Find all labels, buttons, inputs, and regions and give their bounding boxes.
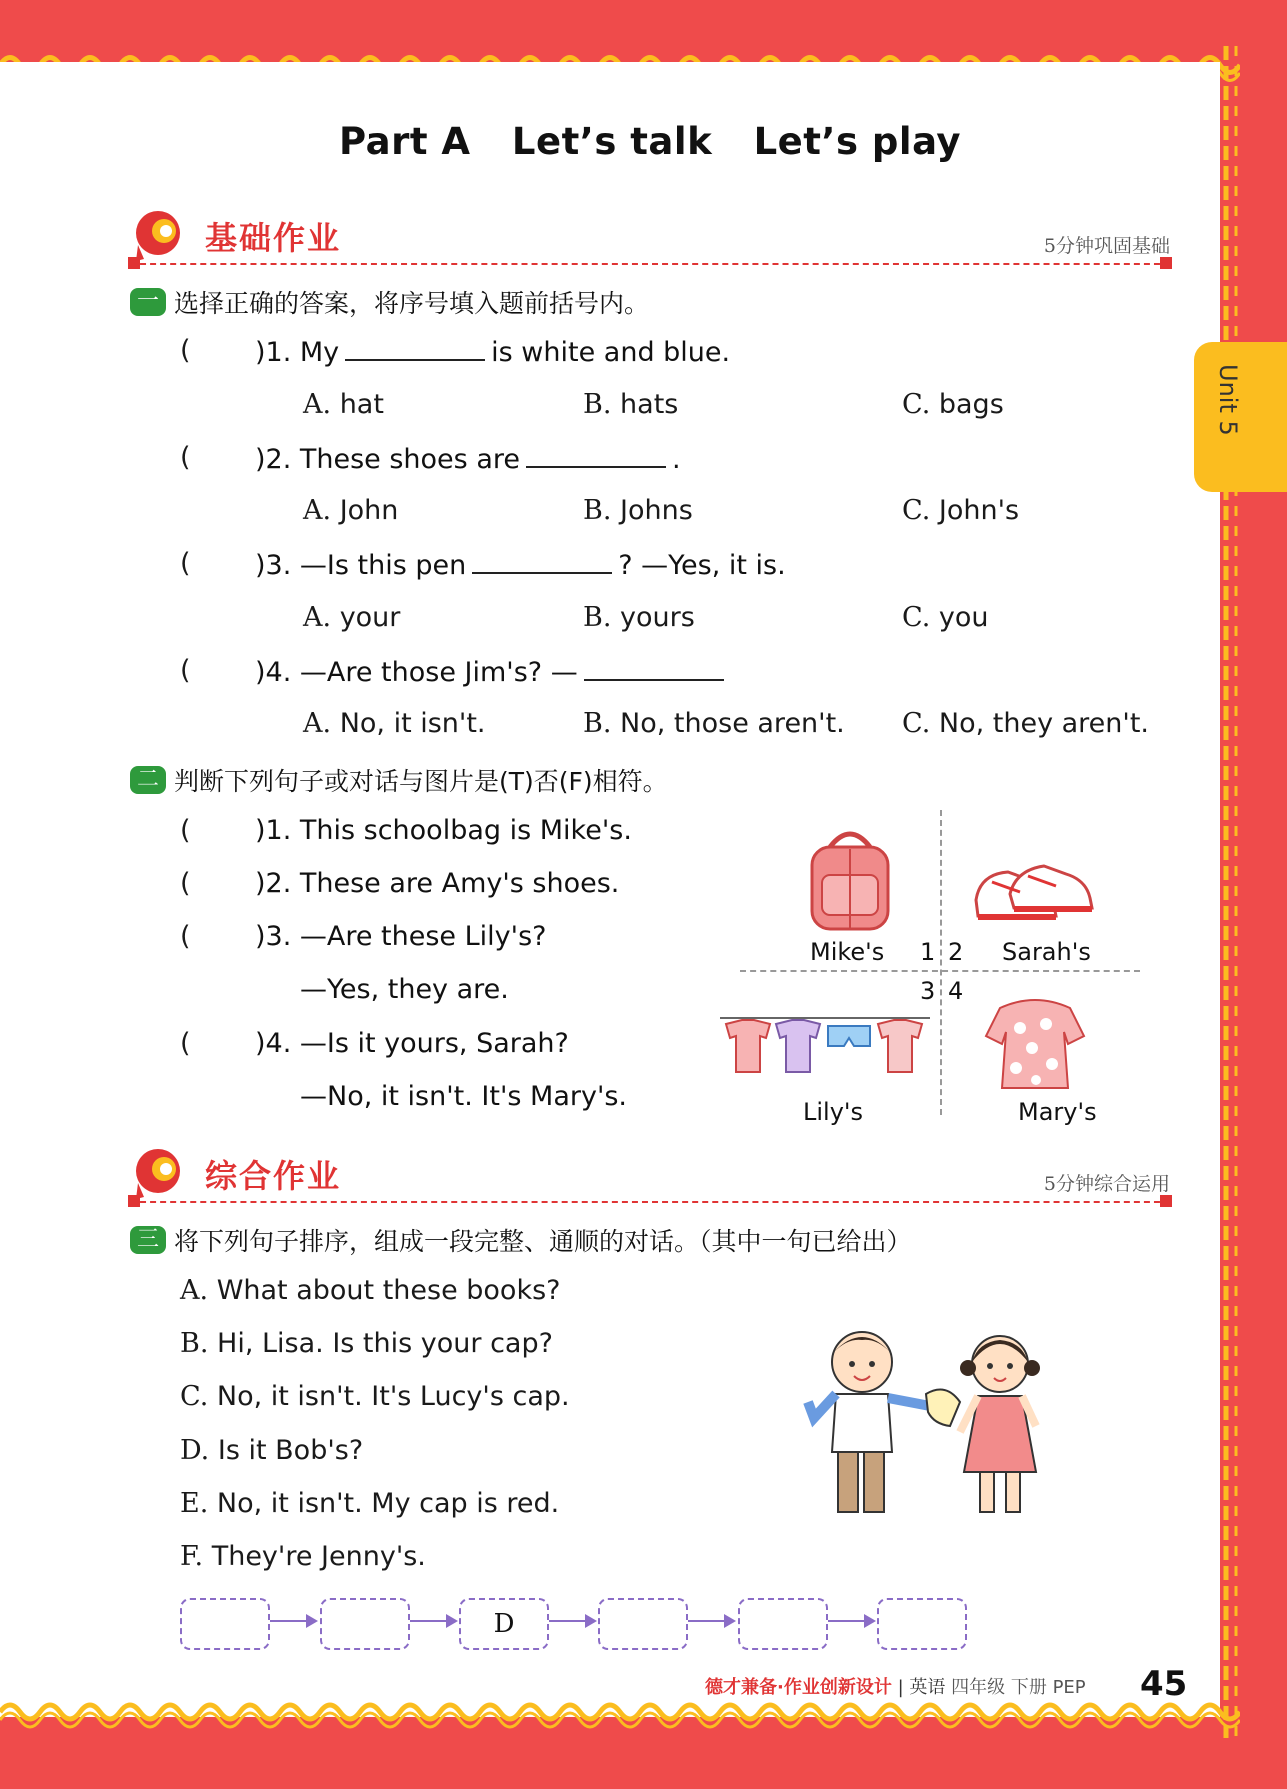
option-a[interactable]: A. John xyxy=(303,495,399,526)
q1-item-4 xyxy=(255,655,730,688)
q1-item-text: )1. My xyxy=(255,337,340,368)
answer-bracket[interactable]: ( xyxy=(180,1028,191,1059)
arrow-icon xyxy=(270,1620,316,1622)
unit-tab-label: Unit 5 xyxy=(1214,364,1242,436)
answer-bracket[interactable]: ( xyxy=(180,335,191,366)
question-badge: 二 xyxy=(130,766,166,794)
wavy-border-right xyxy=(1212,46,1252,1738)
q1-item-3 xyxy=(255,548,786,581)
sentence-c: C. No, it isn't. It's Lucy's cap. xyxy=(180,1381,570,1412)
title-play: Let’s play xyxy=(753,120,962,163)
dress-picture xyxy=(980,988,1090,1098)
label-lily: Lily's xyxy=(803,1098,864,1126)
question-badge: 三 xyxy=(130,1226,166,1254)
divider-end-left xyxy=(128,1195,140,1207)
q1-item-text: )3. —Is this pen xyxy=(255,550,467,581)
order-box-1[interactable] xyxy=(180,1598,270,1650)
q2-item-4-reply: —No, it isn't. It's Mary's. xyxy=(300,1081,628,1112)
option-a[interactable]: A. No, it isn't. xyxy=(303,708,486,739)
order-box-3: D xyxy=(459,1598,549,1650)
footer-grade: 四年级 下册 PEP xyxy=(951,1677,1086,1698)
q1-item-1 xyxy=(255,335,730,368)
answer-bracket[interactable]: ( xyxy=(180,442,191,473)
q1-item-text-end: is white and blue. xyxy=(491,337,731,368)
q1-item-2 xyxy=(255,442,681,475)
footer-brand: 德才兼备·作业创新设计 xyxy=(705,1677,892,1698)
children-illustration xyxy=(800,1322,1060,1532)
question-2-heading xyxy=(130,762,668,798)
arrow-icon xyxy=(828,1620,874,1622)
q1-item-text: )4. —Are those Jim's? — xyxy=(255,657,578,688)
section-divider xyxy=(130,1201,1170,1203)
label-mike: Mike's xyxy=(810,938,885,966)
sentence-f: F. They're Jenny's. xyxy=(180,1541,426,1572)
page-title xyxy=(0,120,1287,163)
shoes-picture xyxy=(970,850,1100,930)
schoolbag-picture xyxy=(800,825,900,935)
section-basic-note: 5分钟巩固基础 xyxy=(1043,235,1170,257)
question-instruction: 将下列句子排序，组成一段完整、通顺的对话。（其中一句已给出） xyxy=(174,1227,912,1256)
arrow-icon xyxy=(549,1620,595,1622)
answer-bracket[interactable]: ( xyxy=(180,921,191,952)
title-part: Part A xyxy=(338,120,471,163)
option-b[interactable]: B. hats xyxy=(583,389,679,420)
question-instruction: 判断下列句子或对话与图片是(T)否(F)相符。 xyxy=(174,767,668,796)
order-box-6[interactable] xyxy=(877,1598,967,1650)
q2-item-2: )2. These are Amy's shoes. xyxy=(255,868,620,899)
section-comprehensive-title: 综合作业 xyxy=(205,1157,342,1195)
grid-divider-horizontal xyxy=(740,970,1140,972)
answer-bracket[interactable]: ( xyxy=(180,815,191,846)
label-mary: Mary's xyxy=(1018,1098,1097,1126)
arrow-icon xyxy=(688,1620,734,1622)
clothes-line-picture xyxy=(720,1010,930,1080)
sentence-e: E. No, it isn't. My cap is red. xyxy=(180,1488,560,1519)
sentence-d: D. Is it Bob's? xyxy=(180,1435,364,1466)
order-box-5[interactable] xyxy=(738,1598,828,1650)
option-c[interactable]: C. you xyxy=(902,602,989,633)
q2-item-1: )1. This schoolbag is Mike's. xyxy=(255,815,632,846)
sentence-b: B. Hi, Lisa. Is this your cap? xyxy=(180,1328,553,1359)
sentence-a: A. What about these books? xyxy=(180,1275,561,1306)
q1-item-text-end: ? —Yes, it is. xyxy=(618,550,786,581)
footer-subject: 英语 xyxy=(909,1677,946,1698)
page-footer: 德才兼备·作业创新设计 | 英语 四年级 下册 PEP xyxy=(705,1677,1086,1698)
section-comprehensive-header xyxy=(130,1143,1170,1213)
horn-icon xyxy=(130,1143,190,1203)
answer-bracket[interactable]: ( xyxy=(180,868,191,899)
option-b[interactable]: B. Johns xyxy=(583,495,693,526)
section-basic-title: 基础作业 xyxy=(205,219,342,257)
question-badge: 一 xyxy=(130,288,166,316)
label-number-4: 4 xyxy=(948,977,964,1005)
option-b[interactable]: B. No, those aren't. xyxy=(583,708,845,739)
picture-grid xyxy=(740,810,1140,1126)
fill-blank[interactable] xyxy=(472,548,612,574)
q1-item-text-end: . xyxy=(671,444,681,475)
grid-divider-vertical xyxy=(940,810,942,1115)
answer-bracket[interactable]: ( xyxy=(180,548,191,579)
fill-blank[interactable] xyxy=(345,335,485,361)
option-a[interactable]: A. your xyxy=(303,602,401,633)
q1-item-text: )2. These shoes are xyxy=(255,444,520,475)
q2-item-4: )4. —Is it yours, Sarah? xyxy=(255,1028,569,1059)
fill-blank[interactable] xyxy=(526,442,666,468)
q2-item-3-reply: —Yes, they are. xyxy=(300,974,509,1005)
label-number-1: 1 xyxy=(920,938,936,966)
option-c[interactable]: C. No, they aren't. xyxy=(902,708,1149,739)
arrow-icon xyxy=(410,1620,456,1622)
unit-tab xyxy=(1194,342,1287,492)
horn-icon xyxy=(130,205,190,265)
option-a[interactable]: A. hat xyxy=(303,389,384,420)
option-c[interactable]: C. John's xyxy=(902,495,1020,526)
divider-end-left xyxy=(128,257,140,269)
divider-end-right xyxy=(1160,1195,1172,1207)
fill-blank[interactable] xyxy=(584,655,724,681)
order-box-2[interactable] xyxy=(320,1598,410,1650)
question-3-heading xyxy=(130,1222,912,1258)
order-box-4[interactable] xyxy=(598,1598,688,1650)
section-divider xyxy=(130,263,1170,265)
title-talk: Let’s talk xyxy=(511,120,713,163)
section-basic-header xyxy=(130,205,1170,275)
option-c[interactable]: C. bags xyxy=(902,389,1004,420)
question-1-heading xyxy=(130,284,649,320)
label-sarah: Sarah's xyxy=(1002,938,1091,966)
section-comprehensive-note: 5分钟综合运用 xyxy=(1043,1173,1170,1195)
label-number-2: 2 xyxy=(948,938,964,966)
option-b[interactable]: B. yours xyxy=(583,602,695,633)
wavy-border-bottom xyxy=(0,1700,1240,1738)
q2-item-3: )3. —Are these Lily's? xyxy=(255,921,547,952)
label-number-3: 3 xyxy=(920,977,936,1005)
divider-end-right xyxy=(1160,257,1172,269)
question-instruction: 选择正确的答案，将序号填入题前括号内。 xyxy=(174,289,650,318)
page-number: 45 xyxy=(1140,1664,1188,1704)
answer-bracket[interactable]: ( xyxy=(180,655,191,686)
